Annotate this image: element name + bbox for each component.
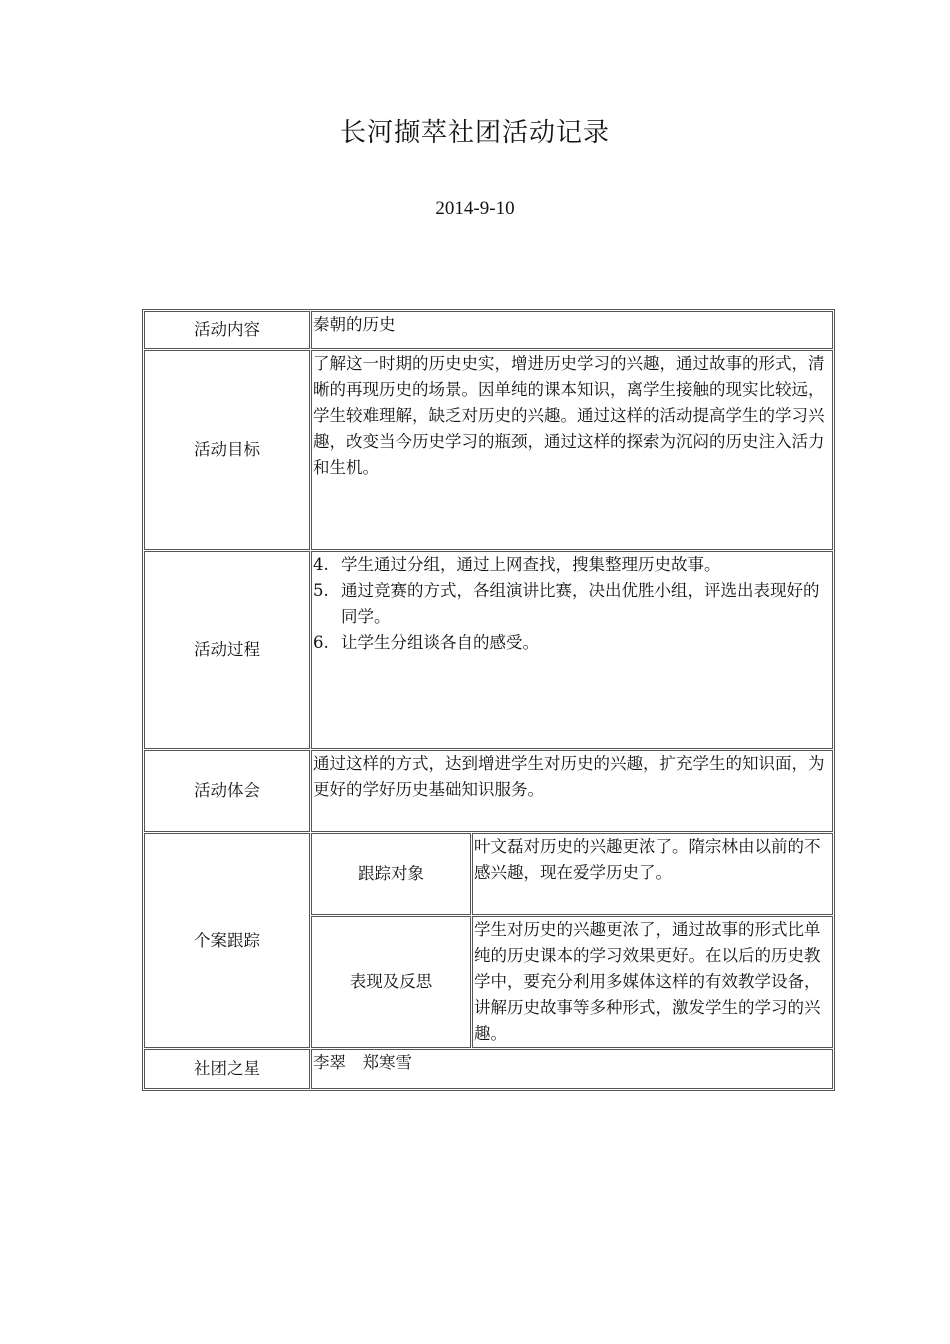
step-text: 学生通过分组，通过上网查找，搜集整理历史故事。 [341, 555, 721, 574]
row-process [144, 551, 833, 749]
row-goal [144, 350, 833, 550]
step-text: 通过竞赛的方式，各组演讲比赛，决出优胜小组，评选出表现好的同学。 [341, 581, 820, 626]
label-goal: 活动目标 [144, 350, 310, 550]
label-tracking-reflection: 表现及反思 [311, 916, 471, 1048]
label-content: 活动内容 [144, 311, 310, 349]
list-item [313, 552, 831, 578]
value-tracking-target: 叶文磊对历史的兴趣更浓了。隋宗林由以前的不感兴趣，现在爱学历史了。 [472, 833, 833, 915]
label-tracking-target: 跟踪对象 [311, 833, 471, 915]
list-item [313, 578, 831, 630]
activity-record-table [142, 309, 835, 1091]
label-star: 社团之星 [144, 1049, 310, 1089]
record-date: 2014-9-10 [435, 198, 515, 219]
list-item [313, 630, 831, 656]
process-steps [313, 552, 831, 656]
value-content: 秦朝的历史 [311, 311, 833, 349]
step-text: 让学生分组谈各自的感受。 [341, 633, 539, 652]
row-experience [144, 750, 833, 832]
value-experience: 通过这样的方式，达到增进学生对历史的兴趣，扩充学生的知识面，为更好的学好历史基础知识服务。 [311, 750, 833, 832]
page-title: 长河撷萃社团活动记录 [339, 118, 610, 148]
step-number: 6. [313, 633, 329, 652]
value-tracking-reflection: 学生对历史的兴趣更浓了，通过故事的形式比单纯的历史课本的学习效果更好。在以后的历史教学中，要充分利用多媒体这样的有效教学设备，讲解历史故事等多种形式，激发学生的学习的兴趣。 [472, 916, 833, 1048]
row-content [144, 311, 833, 349]
value-star: 李翠 郑寒雪 [311, 1049, 833, 1089]
label-experience: 活动体会 [144, 750, 310, 832]
label-process: 活动过程 [144, 551, 310, 749]
value-process [311, 551, 833, 749]
value-goal: 了解这一时期的历史史实，增进历史学习的兴趣，通过故事的形式，清晰的再现历史的场景。因单纯的课本知识，离学生接触的现实比较远，学生较难理解，缺乏对历史的兴趣。通过这样的活动提高学生的学习兴趣，改变当今历史学习的瓶颈，通过这样的探索为沉闷的历史注入活力和生机。 [311, 350, 833, 550]
label-tracking: 个案跟踪 [144, 833, 310, 1048]
step-number: 4. [313, 555, 329, 574]
row-star [144, 1049, 833, 1089]
row-tracking-target [144, 833, 833, 915]
step-number: 5. [313, 581, 329, 600]
